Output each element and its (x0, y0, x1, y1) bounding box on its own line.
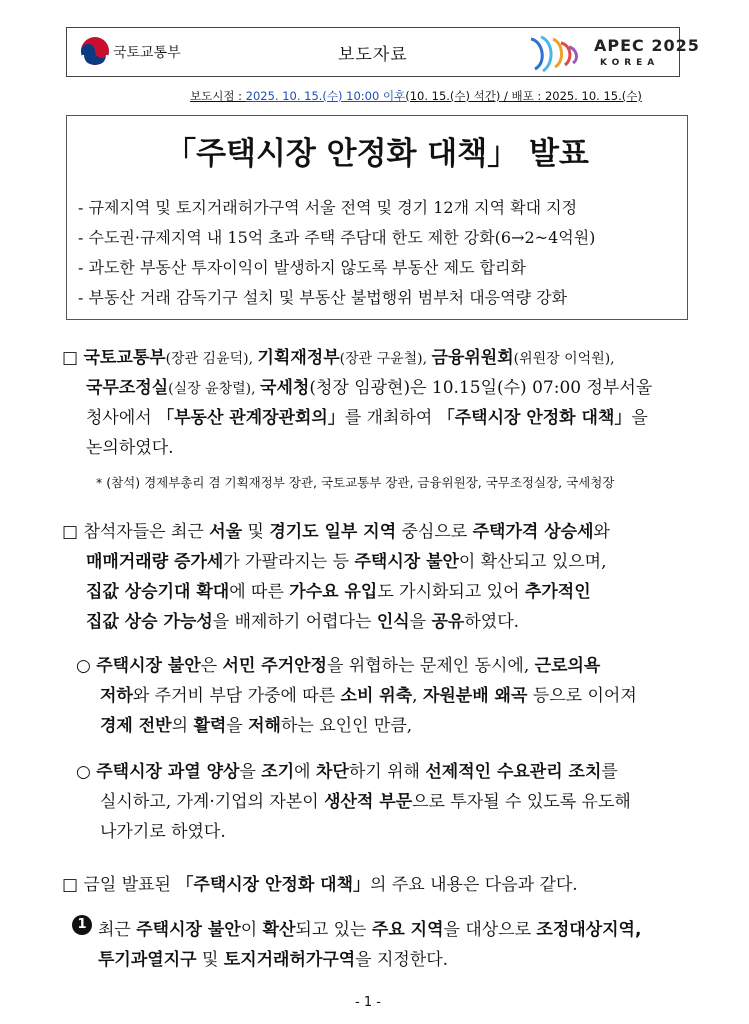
text: 청사에서 (86, 408, 158, 428)
p1-line4: 논의하였다. (86, 438, 174, 458)
bold-text: 가수요 유입 (289, 582, 378, 602)
bold-text: 경기도 일부 지역 (269, 522, 397, 542)
text: 도 가시화되고 있어 (377, 582, 525, 602)
summary-item: - 수도권·규제지역 내 15억 초과 주택 주담대 한도 제한 강화(6→2~4억원) (78, 228, 596, 247)
text: 최근 (98, 920, 137, 940)
bold-text: 주택시장 불안 (354, 552, 459, 572)
bold-text: 저하 (100, 686, 133, 706)
p6-line1 (98, 915, 641, 940)
bold-text: 투기과열지구 (98, 950, 197, 970)
text: 가 가팔라지는 등 (223, 552, 355, 572)
text: , (412, 686, 423, 706)
bold-text: 소비 위축 (340, 686, 413, 706)
bold-text: 조기 (261, 762, 295, 782)
text: 이 확산되고 있으며, (458, 552, 607, 572)
plan-name: 「주택시장 안정화 대책」 (176, 875, 371, 895)
bold-text: 주택가격 상승세 (472, 522, 594, 542)
text: □ 금일 발표된 (62, 875, 177, 895)
text: 은 (200, 656, 223, 676)
release-paper: (10. 15.(수) 석간) (405, 89, 501, 103)
text: 을 (631, 408, 648, 428)
text: 을 위협하는 문제인 동시에, (326, 656, 535, 676)
text: 으로 투자될 수 있도록 유도해 (412, 792, 631, 812)
plan-name: 「주택시장 안정화 대책」 (437, 408, 632, 428)
release-info (190, 88, 642, 104)
bold-text: 집값 상승기대 확대 (86, 582, 230, 602)
p2-line3 (86, 577, 591, 602)
text: 을 대상으로 (443, 920, 537, 940)
bold-text: 서민 주거안정 (222, 656, 327, 676)
p4-line3: 나가기로 하였다. (100, 822, 226, 842)
attendees-note: * (참석) 경제부총리 겸 기획재정부 장관, 국토교통부 장관, 금융위원장, 국무조정실장, 국세청장 (96, 475, 615, 490)
bold-text: 활력 (193, 716, 227, 736)
p2-line4 (86, 607, 519, 632)
p3-line1 (76, 651, 600, 676)
p5-line (62, 870, 578, 895)
text: 와 주거비 부담 가중에 따른 (132, 686, 341, 706)
summary-item: - 부동산 거래 감독기구 설치 및 부동산 불법행위 범부처 대응역량 강화 (78, 288, 568, 307)
bold-text: 경제 전반 (100, 716, 172, 736)
p1-line1 (62, 343, 615, 368)
ministry-nts: 국세청 (260, 378, 310, 398)
text: 의 주요 내용은 다음과 같다. (370, 875, 578, 895)
summary-item: - 과도한 부동산 투자이익이 발생하지 않도록 부동산 제도 합리화 (78, 258, 526, 277)
bold-text: 토지거래허가구역 (223, 950, 356, 970)
bold-text: 차단 (315, 762, 349, 782)
ministry-opc: 국무조정실 (86, 378, 169, 398)
apec-logo-icon (527, 33, 591, 73)
text: 을 (239, 762, 262, 782)
square-bullet: □ (62, 348, 84, 368)
text: 실시하고, 가계·기업의 자본이 (100, 792, 325, 812)
bold-text: 주택시장 불안 (96, 656, 201, 676)
bold-text: 자원분배 왜곡 (422, 686, 528, 706)
ministry-fsc: 금융위원회 (431, 348, 514, 368)
text: 을 배제하기 어렵다는 (212, 612, 377, 632)
minister-name: (위원장 이억원), (513, 351, 615, 367)
p6-line2 (98, 945, 448, 970)
text: 하는 요인인 만큼, (280, 716, 413, 736)
text: 를 (601, 762, 618, 782)
bold-text: 주택시장 과열 양상 (96, 762, 240, 782)
taegeuk-logo-icon (80, 36, 110, 66)
bold-text: 저해 (248, 716, 281, 736)
p1-line2 (86, 373, 652, 398)
release-label: 보도시점 : (190, 89, 246, 103)
p1-line3 (86, 403, 648, 428)
text: □ 참석자들은 최근 (62, 522, 210, 542)
distribution-date: / 배포 : 2025. 10. 15.(수) (500, 89, 642, 103)
number-one-icon: 1 (72, 915, 92, 935)
bold-text: 집값 상승 가능성 (86, 612, 213, 632)
apec-title: APEC 2025 (594, 36, 700, 55)
bold-text: 근로의욕 (534, 656, 601, 676)
text: 와 (593, 522, 610, 542)
circle-bullet: ○ (76, 762, 97, 782)
bold-text: 선제적인 수요관리 조치 (425, 762, 602, 782)
summary-item: - 규제지역 및 토지거래허가구역 서울 전역 및 경기 12개 지역 확대 지정 (78, 198, 578, 217)
bold-text: 매매거래량 증가세 (86, 552, 224, 572)
page-title: 「주택시장 안정화 대책」 발표 (165, 136, 589, 172)
text: 에 따른 (229, 582, 290, 602)
text: 중심으로 (396, 522, 473, 542)
ministry-moef: 기획재정부 (257, 348, 340, 368)
ministry-name: 국토교통부 (113, 45, 181, 61)
p4-line1 (76, 757, 618, 782)
bold-text: 서울 (209, 522, 243, 542)
minister-name: (장관 김윤덕), (165, 351, 258, 367)
text: 등으로 이어져 (527, 686, 637, 706)
bold-text: 조정대상지역, (536, 920, 642, 940)
circle-bullet: ○ (76, 656, 97, 676)
text: 를 개최하여 (344, 408, 438, 428)
p3-line2 (100, 681, 637, 706)
apec-subtitle: KOREA (600, 58, 660, 68)
text: 되고 있는 (295, 920, 372, 940)
p2-line1 (62, 517, 610, 542)
minister-name: (장관 구윤철), (339, 351, 432, 367)
release-datetime: 2025. 10. 15.(수) 10:00 이후 (245, 89, 406, 103)
text: 을 지정한다. (355, 950, 449, 970)
text: 하였다. (464, 612, 520, 632)
p4-line2 (100, 787, 631, 812)
text: 하기 위해 (348, 762, 426, 782)
bold-text: 인식 (376, 612, 410, 632)
bold-text: 생산적 부문 (324, 792, 413, 812)
text: 및 (196, 950, 224, 970)
text: 을 (226, 716, 249, 736)
text: 을 (409, 612, 432, 632)
bold-text: 주요 지역 (371, 920, 444, 940)
page-number: - 1 - (355, 995, 381, 1010)
doc-type-label: 보도자료 (338, 45, 408, 65)
ministry-molit: 국토교통부 (83, 348, 166, 368)
text: (청장 임광현)은 10.15일(수) 07:00 정부서울 (309, 378, 653, 398)
meeting-name: 「부동산 관계장관회의」 (157, 408, 345, 428)
bold-text: 확산 (262, 920, 296, 940)
bold-text: 공유 (431, 612, 465, 632)
bold-text: 주택시장 불안 (136, 920, 241, 940)
text: 이 (240, 920, 263, 940)
p3-line3 (100, 711, 412, 736)
text: 의 (171, 716, 194, 736)
minister-name: (실장 윤창렬), (168, 381, 261, 397)
text: 및 (242, 522, 270, 542)
text: 에 (294, 762, 316, 782)
p2-line2 (86, 547, 607, 572)
bold-text: 추가적인 (524, 582, 591, 602)
